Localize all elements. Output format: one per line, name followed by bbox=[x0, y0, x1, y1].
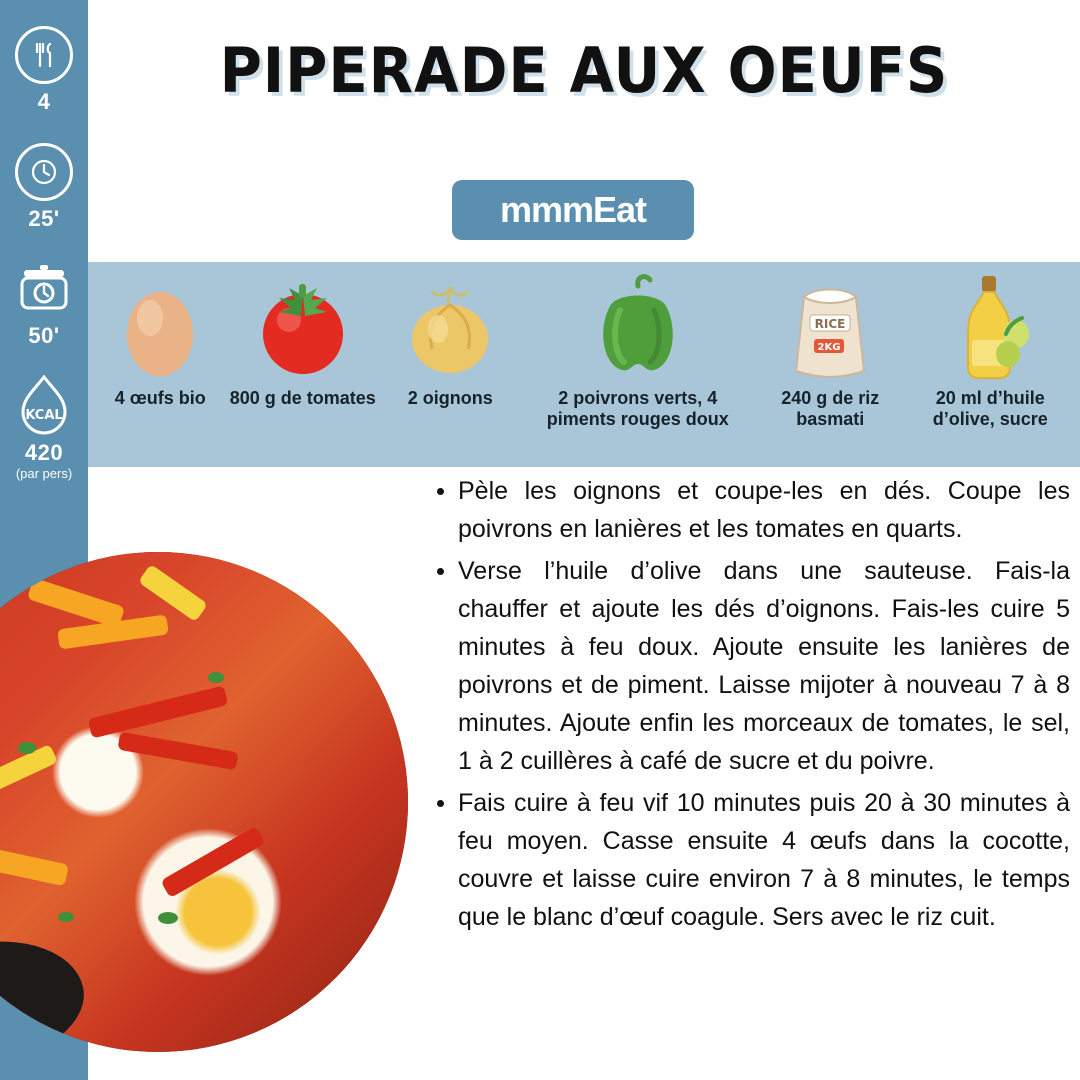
clock-icon bbox=[15, 143, 73, 201]
instruction-step: • Pèle les oignons et coupe-les en dés. Coupe les poivrons en lanières et les tomates en quarts. bbox=[458, 472, 1070, 548]
ingredient-item bbox=[755, 270, 905, 467]
green-pepper-icon bbox=[580, 270, 696, 382]
ingredient-label: 240 g de riz basmati bbox=[781, 388, 880, 430]
instruction-step: • Verse l’huile d’olive dans une sauteuse. Fais-la chauffer et ajoute les dés d’oignons. Fais-les cuire 5 minutes à feu doux. Ajoute ensuite les lanières de poivrons et de piment. Laisse mijoter à nouveau 7 à 8 minutes. Ajoute enfin les morceaux de tomates, le sel, 1 à 2 cuillères à café de sucre et du poivre. bbox=[458, 552, 1070, 780]
cook-time-value: 50' bbox=[28, 323, 60, 349]
kcal-flame-icon bbox=[15, 377, 73, 435]
sidebar-prep-time bbox=[15, 143, 73, 230]
svg-text:RICE: RICE bbox=[814, 317, 846, 331]
page-title: PIPERADE AUX OEUFS bbox=[219, 34, 949, 107]
ingredient-label: 800 g de tomates bbox=[229, 388, 376, 408]
sidebar-servings bbox=[15, 26, 73, 113]
dish-photo bbox=[0, 552, 408, 1052]
ingredients-strip bbox=[88, 262, 1080, 467]
rice-bag-icon bbox=[782, 270, 878, 382]
prep-time-value: 25' bbox=[28, 206, 60, 232]
brand-logo bbox=[452, 180, 694, 240]
ingredient-label: 2 oignons bbox=[407, 388, 493, 408]
instruction-step: • Fais cuire à feu vif 10 minutes puis 20 à 30 minutes à feu moyen. Casse ensuite 4 œufs dans la cocotte, couvre et laisse cuire environ 7 à 8 minutes, le temps que le blanc d’œuf coagule. Sers avec le riz cuit. bbox=[458, 784, 1070, 936]
svg-text:2KG: 2KG bbox=[817, 342, 841, 353]
ingredient-item bbox=[228, 270, 378, 467]
ingredient-item bbox=[523, 270, 753, 467]
olive-oil-icon bbox=[942, 270, 1038, 382]
brand-logo-text: mmmEat bbox=[499, 189, 647, 230]
ingredient-item bbox=[95, 270, 225, 467]
tomato-icon bbox=[249, 270, 357, 382]
ingredient-label: 20 ml d’huile d’olive, sucre bbox=[932, 388, 1048, 430]
calories-unit: (par pers) bbox=[15, 466, 73, 482]
onion-icon bbox=[398, 270, 502, 382]
ingredient-label: 4 œufs bio bbox=[114, 388, 206, 408]
instructions-list bbox=[430, 472, 1070, 940]
cutlery-icon bbox=[15, 26, 73, 84]
calories-value: 420 bbox=[24, 440, 64, 466]
sidebar-calories bbox=[15, 377, 73, 481]
servings-value: 4 bbox=[37, 89, 51, 114]
sidebar-cook-time bbox=[15, 260, 73, 347]
ingredient-item bbox=[908, 270, 1073, 467]
ingredient-label: 2 poivrons verts, 4 piments rouges doux bbox=[546, 388, 729, 430]
cooker-icon bbox=[15, 260, 73, 318]
ingredient-item bbox=[380, 270, 520, 467]
svg-text:KCAL: KCAL bbox=[25, 408, 63, 424]
egg-icon bbox=[120, 270, 200, 382]
